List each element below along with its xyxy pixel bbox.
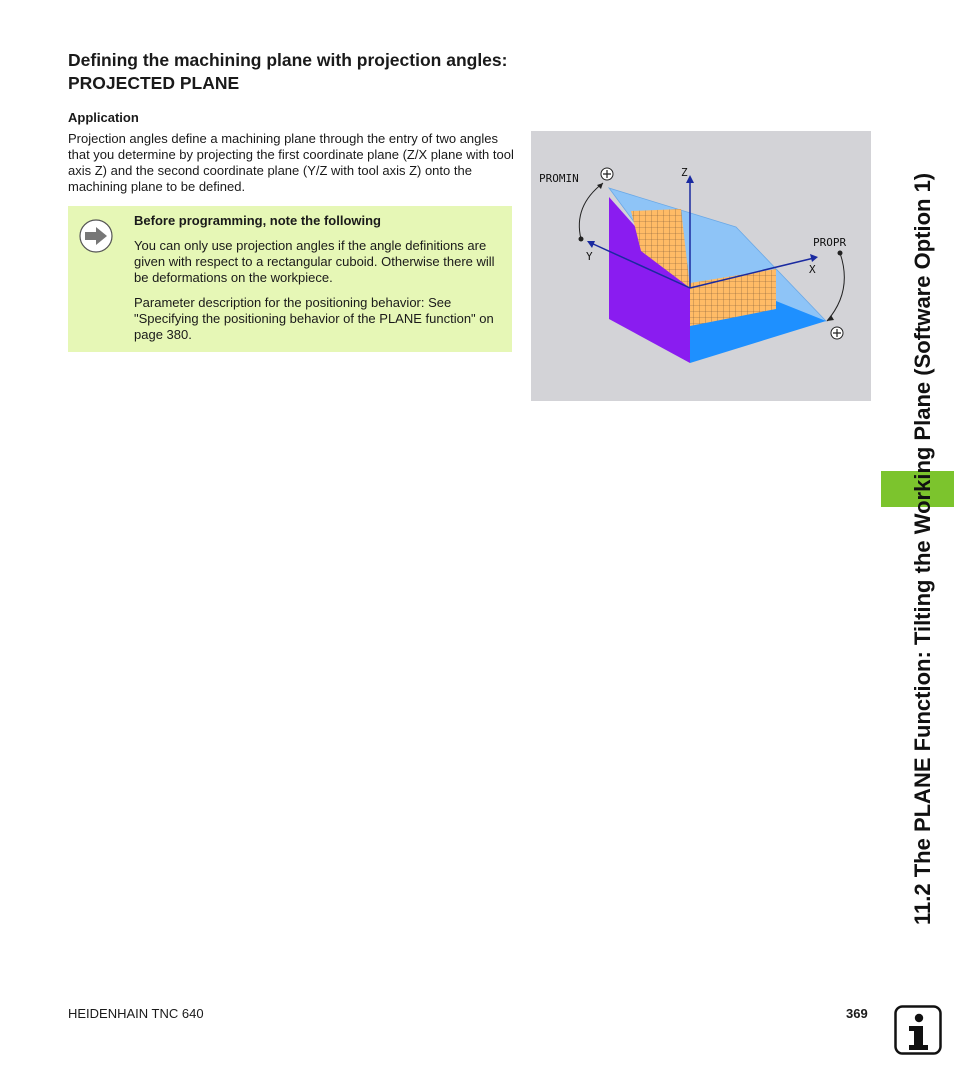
chapter-title: 11.2 The PLANE Function: Tilting the Working Plane (Software Option 1) — [910, 172, 935, 925]
label-propr: PROPR — [813, 236, 847, 249]
arrow-right-icon — [79, 219, 113, 253]
plus-icon — [831, 327, 843, 339]
label-y: Y — [586, 250, 593, 263]
subheading-application: Application — [68, 110, 139, 125]
propr-arc — [827, 253, 844, 321]
label-x: X — [809, 263, 816, 276]
section-heading: Defining the machining plane with projection angles: PROJECTED PLANE — [68, 50, 508, 93]
label-promin: PROMIN — [539, 172, 579, 185]
note-box — [68, 206, 512, 352]
note-paragraph-2: Parameter description for the positioning behavior: See "Specifying the positioning behavior of the PLANE function" on page 380. — [134, 295, 494, 342]
plus-icon — [601, 168, 613, 180]
projected-plane-diagram — [531, 131, 871, 401]
page-number: 369 — [846, 1006, 868, 1021]
intro-paragraph: Projection angles define a machining plane through the entry of two angles that you determine by projecting the first coordinate plane (Z/X plane with tool axis Z) and the second coordinate plane (Y/Z with tool axis Z) onto the machining plane to be defined. — [68, 131, 514, 194]
note-title: Before programming, note the following — [134, 213, 381, 228]
info-icon — [894, 1005, 942, 1055]
label-z: Z — [681, 166, 688, 179]
promin-arc — [579, 183, 603, 239]
note-paragraph-1: You can only use projection angles if the angle definitions are given with respect to a rectangular cuboid. Otherwise there will be deformations on the workpiece. — [134, 238, 495, 285]
projected-plane-figure — [531, 131, 871, 401]
footer-product: HEIDENHAIN TNC 640 — [68, 1006, 204, 1021]
